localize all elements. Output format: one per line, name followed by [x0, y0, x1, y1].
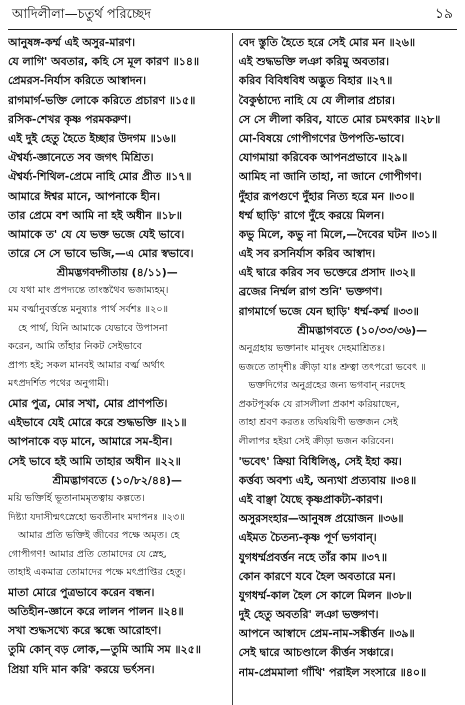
translation-line: প্রকটপূর্ব্বক যে রাসলীলা প্রকাশ করিয়াছেন,	[238, 398, 400, 410]
verse-line: মাতা মোরে পুত্রভাবে করেন বন্ধন।	[8, 585, 155, 599]
verse-line: আপনে আস্বাদে প্রেম-নাম-সঙ্কীর্ত্তন ॥৩৯॥	[238, 627, 415, 641]
verse-line: রসিক-শেখর কৃষ্ণ পরমকরুণ।	[8, 112, 131, 126]
verse-line: নাম-প্রেমমালা গাঁথি' পরাইল সংসারে ॥৪০॥	[238, 665, 427, 679]
verse-line: ঐশ্বর্য্য-শিথিল-প্রেমে নাহি মোর প্রীত ॥১৭॥	[8, 170, 192, 184]
sanskrit-quote-line: ভজতে তাদৃশীঃ ক্রীড়া যাঃ শ্রুত্বা তৎপরো ভবেৎ ॥	[238, 361, 426, 373]
left-column	[8, 33, 233, 705]
translation-line: লীলাপর হইয়া সেই ক্রীড়া ভজন করিবেন।	[238, 435, 394, 447]
page-number: ১৯	[434, 6, 453, 22]
verse-line: 'ভবেৎ' ক্রিয়া বিধিলিঙ্‌, সেই ইহা কয়।	[238, 454, 402, 468]
verse-line: তার প্রেমে বশ আমি না হই অধীন ॥১৮॥	[8, 208, 182, 222]
translation-line: ভক্তদিগের অনুগ্রহের জন্য ভগবান্‌ নরদেহ	[248, 380, 406, 392]
right-column	[233, 33, 458, 705]
verse-line: কর্ত্তব্য অবশ্য এই, অন্যথা প্রত্যবায় ॥৩৪॥	[238, 473, 417, 487]
sanskrit-quote-line: মম বর্ত্মানুবর্ত্তন্তে মনুষ্যাঃ পার্থ সর্বশঃ ॥২০॥	[8, 304, 168, 316]
translation-line: করেন, আমি তাঁহার নিকট সেইভাবে	[8, 341, 142, 353]
translation-line: তাহা শ্রবণ করতঃ তদ্বিষয়িণী ভক্তজন সেই	[238, 417, 398, 429]
translation-line: মৎপ্রদর্শিত পথের অনুগামী।	[8, 378, 109, 390]
verse-line: যুগধর্ম্মপ্রবর্ত্তন নহে তাঁর কাম ॥৩৭॥	[238, 550, 387, 564]
verse-line: ধর্ম্ম ছাড়ি' রাগে দুঁহে করয়ে মিলন।	[238, 208, 385, 222]
verse-line: কোন কারণে যবে হৈল অবতারে মন।	[238, 569, 396, 583]
verse-line: সে সে লীলা করিব, যাতে মোর চমৎকার ॥২৮॥	[238, 112, 441, 126]
translation-line: হে পার্থ, যিনি আমাকে যেভাবে উপাসনা	[18, 322, 168, 334]
verse-line: ব্রজের নির্ম্মল রাগ শুনি' ভক্তগণ।	[238, 285, 383, 299]
verse-line: করিব বিবিধবিধ অদ্ভুত বিহার ॥২৭॥	[238, 74, 393, 88]
verse-line: আমাকে ত' যে যে ভক্ত ভজে যেই ভাবে।	[8, 227, 185, 241]
verse-line: কভু মিলে, কভু না মিলে,—দৈবের ঘটন ॥৩১॥	[238, 227, 438, 241]
verse-line: আমিহ না জানি তাহা, না জানে গোপীগণ।	[238, 170, 422, 184]
verse-line: আনুষঙ্গ-কর্ম্ম এই অসুর-মারণ।	[8, 36, 136, 49]
translation-line: তাহাই একমাত্র তোমাদের পক্ষে মৎপ্রাপ্তির হেতু।	[8, 567, 186, 579]
verse-line: এই দ্বারে করিব সব ভক্তেরে প্রসাদ ॥৩২॥	[238, 266, 416, 280]
verse-line: যুগধর্ম্ম-কাল হৈল সে কালে মিলন ॥৩৮॥	[238, 588, 412, 602]
translation-line: গোপীগণ! আমার প্রতি তোমাদের যে স্নেহ,	[8, 548, 167, 560]
verse-line: প্রেমরস-নির্যাস করিতে আস্বাদন।	[8, 74, 147, 88]
running-title: আদিলীলা—চতুর্থ পরিচ্ছেদ	[12, 7, 151, 22]
verse-line: বৈকুণ্ঠাদ্যে নাহি যে যে লীলার প্রচার।	[238, 93, 395, 107]
source-citation: শ্রীমদ্ভাগবতে (১০/৮২/৪৪)—	[52, 473, 182, 487]
verse-line: প্রিয়া যদি মান করি' করয়ে ভর্ৎসন।	[8, 662, 155, 676]
verse-line: বেদ স্তুতি হৈতে হরে সেই মোর মন ॥২৬॥	[238, 36, 416, 49]
verse-line: রাগমার্গে ভজে যেন ছাড়ি' ধর্ম্ম-কর্ম্ম ॥৩৩॥	[238, 304, 419, 318]
verse-line: এইভাবে যেই মোরে করে শুদ্ধভক্তি ॥২১॥	[8, 416, 187, 430]
verse-line: মোর পুত্র, মোর সখা, মোর প্রাণপতি।	[8, 397, 168, 410]
sanskrit-quote-line: দিষ্ট্যা যদাসীন্মৎস্নেহো ভবতীনাং মদাপনঃ ॥২৩॥	[8, 511, 185, 523]
source-citation: শ্রীমদ্ভাগবতে (১০/৩৩/৩৬)—	[297, 323, 427, 337]
verse-line: দুঁহার রূপগুণে দুঁহার নিত্য হরে মন ॥৩০॥	[238, 189, 415, 203]
verse-line: সেই ভাবে হই আমি তাহার অধীন ॥২২॥	[8, 454, 181, 468]
verse-line: এই বাঞ্ছা যৈছে কৃষ্ণপ্রাকট্য-কারণ।	[238, 492, 383, 506]
verse-line: এই শুদ্ধভক্তি লঞা করিমু অবতার।	[238, 55, 390, 69]
verse-line: আমারে ঈশ্বর মানে, আপনাকে হীন।	[8, 189, 160, 203]
verse-line: তারে সে সে ভাবে ভজি,—এ মোর স্বভাবে।	[8, 247, 194, 261]
translation-line: আমার প্রতি ভক্তিই জীবের পক্ষে অমৃত। হে	[18, 530, 180, 542]
source-citation: শ্রীমদ্ভগবদ্গীতায় (৪/১১)—	[56, 266, 178, 280]
verse-line: রাগমার্গ-ভক্তি লোকে করিতে প্রচারণ ॥১৫॥	[8, 93, 196, 107]
sanskrit-quote-line: ময়ি ভক্তির্হি ভূতানামমৃতত্বায় কল্পতে।	[8, 492, 145, 504]
verse-line: এই দুই হেতু হৈতে ইচ্ছার উদগম ॥১৬॥	[8, 131, 177, 145]
two-column-body	[8, 33, 457, 705]
verse-line: অসুরসংহার—আনুষঙ্গ প্রয়োজন ॥৩৬॥	[238, 512, 404, 526]
verse-line: অতিহীন-জ্ঞানে করে লালন পালন ॥২৪॥	[8, 605, 184, 619]
verse-line: সখা শুদ্ধসখ্যে করে স্কন্ধে আরোহণ।	[8, 624, 162, 638]
verse-line: যোগমায়া করিবেক আপনপ্রভাবে ॥২৯॥	[238, 151, 408, 165]
translation-line: প্রাপ্য হই; সকল মানবই আমার বর্ত্ম অর্থাৎ	[8, 359, 165, 371]
verse-line: মো-বিষয়ে গোপীগণের উপপতি-ভাবে।	[238, 131, 405, 145]
verse-line: দুই হেতু অবতরি' লঞা ভক্তগণ।	[238, 608, 379, 622]
sanskrit-quote-line: অনুগ্রহায় ভক্তানাং মানুষং দেহমাশ্রিতঃ।	[238, 343, 386, 354]
verse-line: যে লাগি' অবতার, কহি সে মূল কারণ ॥১৪॥	[8, 55, 200, 69]
sanskrit-quote-line: যে যথা মাং প্রপদ্যন্তে তাংস্তথৈব ভজাম্যহম্‌।	[8, 285, 169, 297]
verse-line: আপনাকে বড় মানে, আমারে সম-হীন।	[8, 435, 173, 449]
verse-line: এইমত চৈতন্য-কৃষ্ণ পূর্ণ ভগবান্‌।	[238, 531, 377, 545]
verse-line: ঐশ্বর্য্য-জ্ঞানেতে সব জগৎ মিশ্রিত।	[8, 151, 154, 165]
verse-line: সেই দ্বারে আচণ্ডালে কীর্ত্তন সঞ্চারে।	[238, 646, 394, 660]
verse-line: তুমি কোন্‌ বড় লোক,—তুমি আমি সম ॥২৫॥	[8, 643, 201, 657]
page-header	[8, 8, 457, 30]
verse-line: এই সব রসনির্যাস করিব আস্বাদ।	[238, 247, 376, 261]
